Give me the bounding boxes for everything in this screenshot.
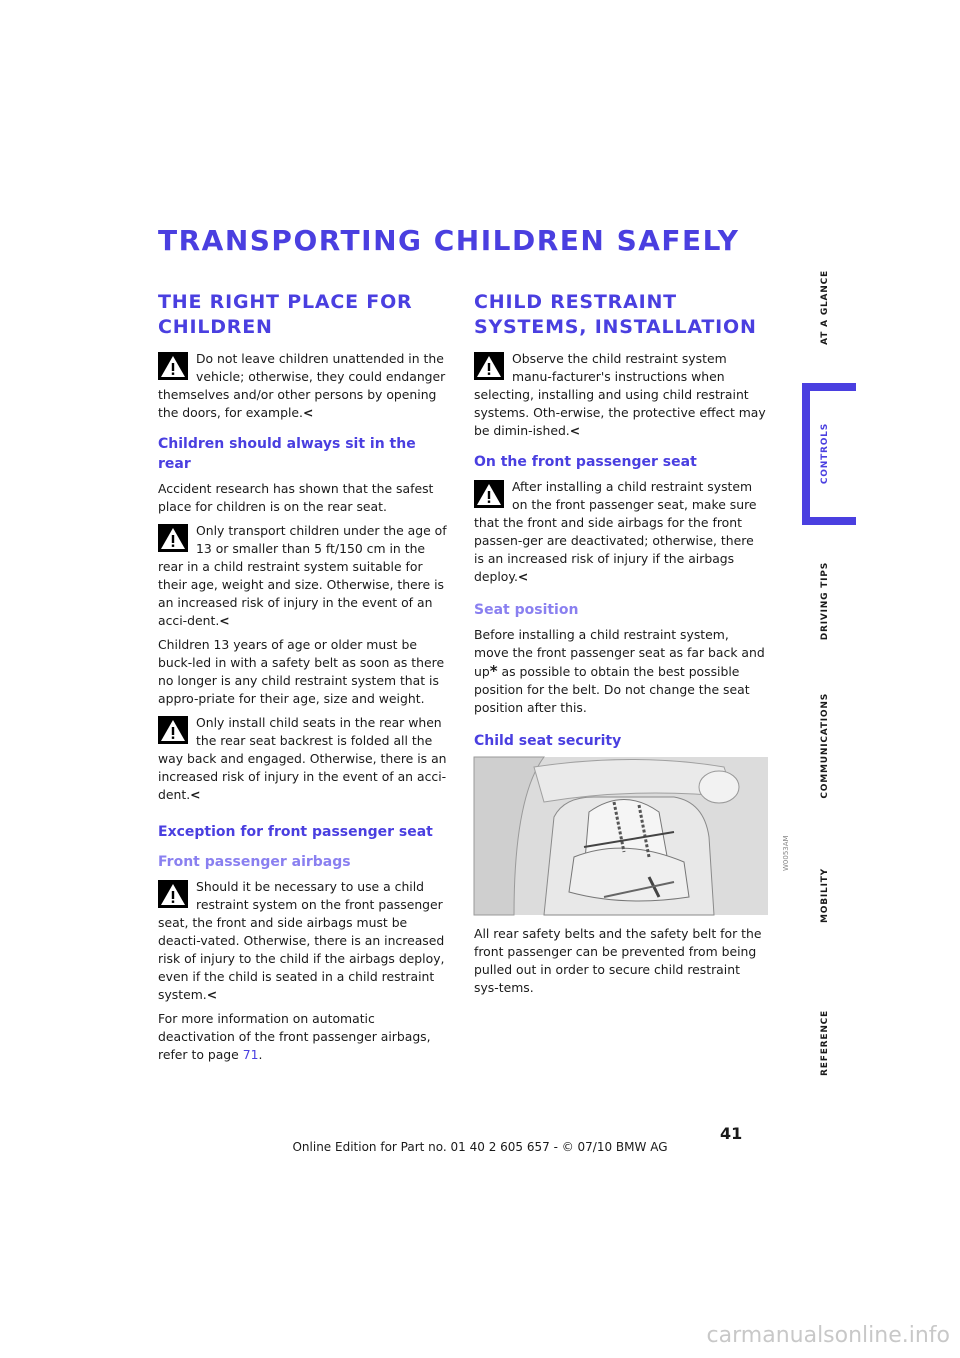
rear-para-2: Children 13 years of age or older must be buck-led in with a safety belt as soon as there no longer is any child restraint system that is appro-priate for their age, size and weight.	[158, 637, 445, 706]
seat-position-text-cont: as possible to obtain the best possible position for the belt. Do not change the seat position after this.	[474, 664, 750, 715]
heading-airbags: Front passenger airbags	[158, 854, 351, 870]
end-mark: <	[206, 987, 218, 1002]
footer-edition: Online Edition for Part no. 01 40 2 605 657 - © 07/10 BMW AG	[292, 1140, 668, 1154]
child-seat-illustration	[474, 757, 790, 915]
watermark: carmanualsonline.info	[706, 1323, 950, 1348]
page-ref-link[interactable]: 71	[242, 1047, 259, 1062]
deactivation-text: For more information on automatic deactivation of the front passenger airbags, refer to page	[158, 1011, 431, 1062]
end-mark: <	[302, 405, 314, 420]
heading-exception: Exception for front passenger seat	[158, 824, 433, 840]
warning-icon	[158, 716, 188, 744]
warning-text: Do not leave children unattended in the vehicle; otherwise, they could endanger themselves and/or other persons by opening the doors, for example.	[158, 351, 446, 420]
section-title-right-place: THE RIGHT PLACE FOR CHILDREN	[158, 291, 413, 338]
warning-backrest	[158, 714, 450, 804]
warning-icon	[158, 352, 188, 380]
warning-icon	[474, 352, 504, 380]
heading-child-seat-security: Child seat security	[474, 733, 622, 749]
left-column	[158, 290, 450, 1070]
warning-icon	[158, 880, 188, 908]
nav-controls[interactable]: CONTROLS	[820, 423, 830, 485]
warning-front-seat	[474, 478, 766, 586]
child-seat-drawing	[474, 757, 790, 915]
warning-text: After installing a child restraint system on the front passenger seat, make sure that the front and side airbags for the front passen-ger are deactivated; otherwise, there is an increased risk of injury if the airbags deploy.	[474, 479, 757, 584]
nav-communications[interactable]: COMMUNICATIONS	[820, 693, 830, 799]
heading-front-seat: On the front passenger seat	[474, 454, 697, 470]
right-column	[474, 290, 790, 1003]
end-mark: <	[517, 569, 529, 584]
end-mark: <	[219, 613, 230, 628]
warning-icon	[474, 480, 504, 508]
nav-reference[interactable]: REFERENCE	[820, 1010, 830, 1076]
nav-at-a-glance[interactable]: AT A GLANCE	[820, 270, 830, 345]
warning-icon	[158, 524, 188, 552]
end-mark: <	[569, 423, 581, 438]
security-para: All rear safety belts and the safety belt for the front passenger can be prevented from being pulled out in order to secure child restraint sys-tems.	[474, 926, 762, 995]
warning-unattended	[158, 350, 450, 422]
end-mark: <	[190, 787, 201, 802]
page-title: TRANSPORTING CHILDREN SAFELY	[158, 224, 740, 257]
rear-intro: Accident research has shown that the safest place for children is on the rear seat.	[158, 481, 434, 514]
warning-text: Observe the child restraint system manu-facturer's instructions when selecting, installing and using child restraint systems. Oth-erwise, the protective effect may be dimin-ished.	[474, 351, 766, 438]
nav-driving-tips[interactable]: DRIVING TIPS	[820, 562, 830, 641]
section-title-restraint: CHILD RESTRAINT SYSTEMS, INSTALLATION	[474, 291, 757, 338]
heading-seat-position: Seat position	[474, 602, 579, 618]
warning-text: Only install child seats in the rear when the rear seat backrest is folded all the way back and engaged. Otherwise, there is an increased risk of injury in the event of an acci-dent.	[158, 715, 447, 802]
period: .	[258, 1047, 263, 1062]
optional-equipment-star: *	[489, 662, 498, 680]
image-code: W0053AM	[782, 835, 790, 871]
warning-age	[158, 522, 450, 630]
seat-position-para	[474, 626, 766, 717]
warning-text: Only transport children under the age of 13 or smaller than 5 ft/150 cm in the rear in a child restraint system suitable for their age, weight and size. Otherwise, there is an increased risk of injury in the event of an acci-dent.	[158, 523, 447, 628]
side-nav	[798, 240, 858, 1080]
deactivation-para	[158, 1010, 450, 1064]
page-number: 41	[720, 1124, 743, 1143]
heading-rear: Children should always sit in the rear	[158, 436, 416, 472]
warning-airbags	[158, 878, 450, 1004]
warning-text: Should it be necessary to use a child restraint system on the front passenger seat, the front and side airbags must be deacti-vated. Otherwise, there is an increased risk of injury to the child if the airbags deploy, even if the child is seated in a child restraint system.	[158, 879, 445, 1002]
seat-position-text: Before installing a child restraint system, move the front passenger seat as far back and up	[474, 627, 765, 679]
warning-manufacturer	[474, 350, 766, 440]
nav-mobility[interactable]: MOBILITY	[820, 868, 830, 923]
